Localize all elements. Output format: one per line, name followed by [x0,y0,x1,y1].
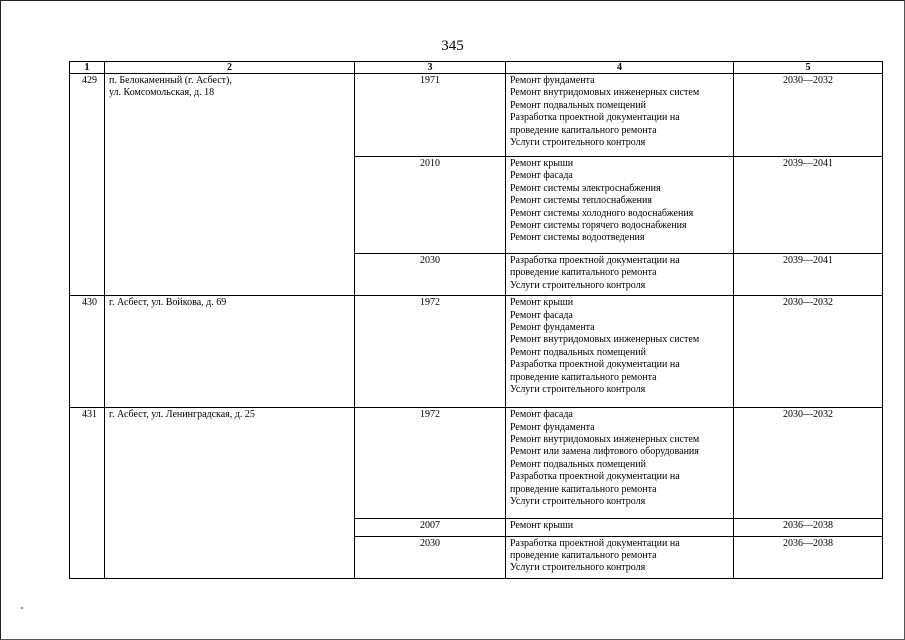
row-number-cell: 431 [70,408,105,579]
work-item: Разработка проектной документации на [510,471,680,483]
year-cell: 2030 [355,536,506,578]
work-item: Ремонт системы водоотведения [510,232,645,244]
work-item: Услуги строительного контроля [510,496,646,508]
works-cell [506,74,734,157]
scan-speck [21,607,23,609]
page-number: 345 [441,38,464,54]
header-col-1: 1 [70,62,105,74]
work-item: Разработка проектной документации на [510,359,680,371]
work-item: Ремонт системы горячего водоснабжения [510,220,687,232]
address-cell [105,74,355,296]
work-item: Ремонт подвальных помещений [510,346,646,358]
work-item: Ремонт внутридомовых инженерных систем [510,334,700,346]
header-col-4: 4 [506,62,734,74]
work-item: Ремонт подвальных помещений [510,458,646,470]
work-item: Ремонт крыши [510,520,574,532]
work-item: проведение капитального ремонта [510,267,657,279]
work-item: Разработка проектной документации на [510,112,680,124]
year-cell: 2030 [355,254,506,296]
period-cell: 2039—2041 [734,254,883,296]
period-cell: 2030—2032 [734,408,883,519]
work-item: Ремонт фундамента [510,322,595,334]
works-cell [506,536,734,578]
row-number-cell: 429 [70,74,105,296]
period-cell: 2030—2032 [734,296,883,408]
work-item: Ремонт фундамента [510,421,595,433]
work-item: Услуги строительного контроля [510,137,646,149]
row-number-cell: 430 [70,296,105,408]
table-row [70,408,883,519]
year-cell: 1972 [355,296,506,408]
period-cell: 2036—2038 [734,519,883,536]
year-cell: 2010 [355,157,506,254]
table-body [70,74,883,579]
work-item: Ремонт подвальных помещений [510,99,646,111]
work-item: проведение капитального ремонта [510,371,657,383]
header-col-2: 2 [105,62,355,74]
work-item: Ремонт крыши [510,297,574,309]
table-row [70,296,883,408]
work-item: Ремонт крыши [510,158,574,169]
works-cell [506,519,734,536]
work-item: Услуги строительного контроля [510,384,646,396]
year-cell: 1972 [355,408,506,519]
year-cell: 2007 [355,519,506,536]
year-cell: 1971 [355,74,506,157]
address-cell [105,296,355,408]
address-line: ул. Комсомольская, д. 18 [109,87,215,99]
period-cell: 2030—2032 [734,74,883,157]
work-item: Ремонт фундамента [510,75,595,86]
work-item: Ремонт системы холодного водоснабжения [510,207,694,219]
work-item: Ремонт фасада [510,409,573,421]
works-cell [506,408,734,519]
table-row [70,74,883,157]
work-item: Ремонт внутридомовых инженерных систем [510,434,700,446]
work-item: проведение капитального ремонта [510,124,657,136]
address-line: г. Асбест, ул. Ленинградская, д. 25 [109,409,255,421]
address-cell [105,408,355,579]
work-item: Ремонт или замена лифтового оборудования [510,446,699,458]
period-cell: 2039—2041 [734,157,883,254]
register-table [69,61,883,579]
period-cell: 2036—2038 [734,536,883,578]
work-item: Ремонт фасада [510,170,573,182]
header-col-3: 3 [355,62,506,74]
works-cell [506,157,734,254]
work-item: Разработка проектной документации на [510,537,680,549]
work-item: Услуги строительного контроля [510,279,646,291]
header-col-5: 5 [734,62,883,74]
table-header-row [70,62,883,74]
work-item: Ремонт системы электроснабжения [510,182,661,194]
works-cell [506,296,734,408]
work-item: Ремонт системы теплоснабжения [510,195,652,207]
address-line: п. Белокаменный (г. Асбест), [109,75,232,86]
works-cell [506,254,734,296]
address-line: г. Асбест, ул. Войкова, д. 69 [109,297,227,309]
work-item: проведение капитального ремонта [510,483,657,495]
work-item: Ремонт внутридомовых инженерных систем [510,87,700,99]
work-item: Разработка проектной документации на [510,255,680,266]
work-item: Услуги строительного контроля [510,562,646,574]
work-item: проведение капитального ремонта [510,550,657,562]
work-item: Ремонт фасада [510,309,573,321]
